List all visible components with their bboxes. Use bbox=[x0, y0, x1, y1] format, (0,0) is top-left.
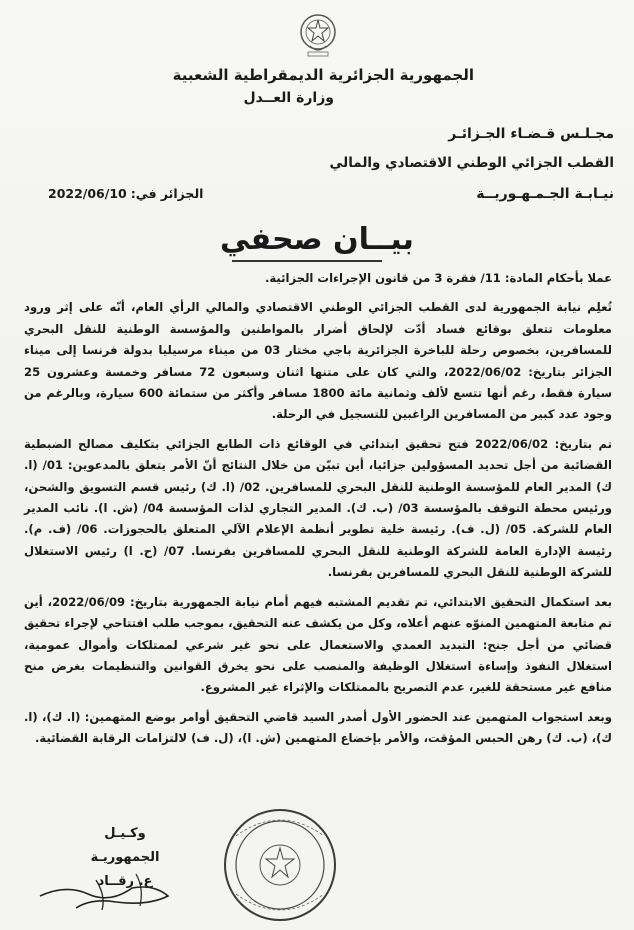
paragraph-decision: وبعد استجواب المتهمين عند الحضور الأول أصدر السيد قاضي التحقيق أوامر بوضع المتهمين: (ا. ك)، (ا. ك)، (ب. ك) رهن الحبس المؤقت، والأمر بإخضاع المتهمين (ش. ا)، (ل. ف) لالتزامات الرقابة القضائية. bbox=[24, 709, 612, 746]
paragraph-announcement: تُعلِم نيابة الجمهورية لدى القطب الجزائي الوطني الاقتصادي والمالي الرأي العام، أنّه على إثر ورود معلومات تتعلق بوقائع فساد أدّت لإلحاق أضرار بالمواطنين والمؤسسة الوطنية للنقل البحري للمسافرين، بخصوص رحلة للباخرة الجزائرية باجي مختار 03 من ميناء مرسيليا بدولة فرنسا إلى ميناء الجزائر بتاريخ: 2022/06/02، والتي كان على متنها اثنان وسبعون 72 مسافر وخمسة وعشرون 25 سيارة فقط، رغم أنها تتسع لألف وثمانية مائة 1800 مسافر وأكثر من ستمائة 600 سيارة، وبالرغم من وجود عدد كبير من المسافرين الراغبين للتسجيل في الرحلة. bbox=[24, 300, 613, 422]
algeria-emblem-icon bbox=[296, 8, 340, 60]
signatory-name: ع. رقــاد bbox=[97, 874, 153, 889]
date-line bbox=[48, 186, 203, 201]
ministry-name: وزارة العــدل bbox=[243, 90, 334, 106]
official-stamp-icon bbox=[216, 806, 344, 924]
paragraph-legal-basis: عملا بأحكام المادة: 11/ فقرة 3 من قانون الإجراءات الجزائية. bbox=[265, 271, 612, 285]
paragraph-prosecution: بعد استكمال التحقيق الابتدائي، تم تقديم المشتبه فيهم أمام نيابة الجمهورية بتاريخ: 2022/06/09، أين تم متابعة المتهمين المنوّه عنهم أعلاه، وكل من يكشف عنه التحقيق، بموجب طلب افتتاحي لإجراء تحقيق قضائي من أجل جنح: التبديد العمدي والاستعمال على نحو غير شرعي لممتلكات وأموال عمومية، استغلال النفوذ وإساءة استغلال الوظيفة والمنصب على نحو يخرق القوانين والتنظيمات بغرض منح منافع غير مستحقة للغير، عدم التصريح بالممتلكات والإثراء غير المشروع. bbox=[24, 594, 612, 695]
pole-name: القطب الجزائي الوطني الاقتصادي والمالي bbox=[329, 155, 614, 171]
date-label: الجزائر في: bbox=[130, 186, 204, 201]
title-underline bbox=[232, 260, 382, 262]
page-title: بيــان صحفي bbox=[220, 222, 414, 257]
parquet-name: نيـابـة الجـمـهـوريــة bbox=[476, 186, 614, 202]
document-body bbox=[24, 268, 612, 758]
court-name: مجـلـس قـضـاء الجـزائـر bbox=[448, 126, 614, 142]
date-value: 2022/06/10 bbox=[48, 186, 127, 201]
republic-name: الجمهورية الجزائرية الديمقراطية الشعبية bbox=[172, 66, 474, 84]
paragraph-investigation: تم بتاريخ: 2022/06/02 فتح تحقيق ابتدائي في الوقائع ذات الطابع الجزائي بتكليف مصالح الضبطية القضائية من أجل تحديد المسؤولين جزائيا، أين تبيّن من خلال النتائج أنّ الأمر يتعلق بالمدعوين: 01/ (ا. ك) المدير العام للمؤسسة الوطنية للنقل البحري للمسافرين. 02/ (ا. ك) رئيس قسم التسويق والشحن، ورئيس محطة التوقف بالمؤسسة 03/ (ب. ك). المدير التجاري لذات المؤسسة 04/ (ش. ا). نائب المدير العام للشركة. 05/ (ل. ف). رئيسة خلية تطوير أنظمة الإعلام الآلي المتعلق بالحجوزات. 06/ (ف. م). رئيسة الإدارة العامة للشركة الوطنية للنقل البحري للمسافرين بفرنسا. 07/ (ح. ا) رئيس الاستغلال للشركة الوطنية للنقل البحري للمسافرين بفرنسا. bbox=[24, 436, 613, 580]
handwritten-signature-icon bbox=[36, 866, 186, 916]
signatory-title: وكـيـل الجمهوريـة bbox=[90, 826, 160, 865]
